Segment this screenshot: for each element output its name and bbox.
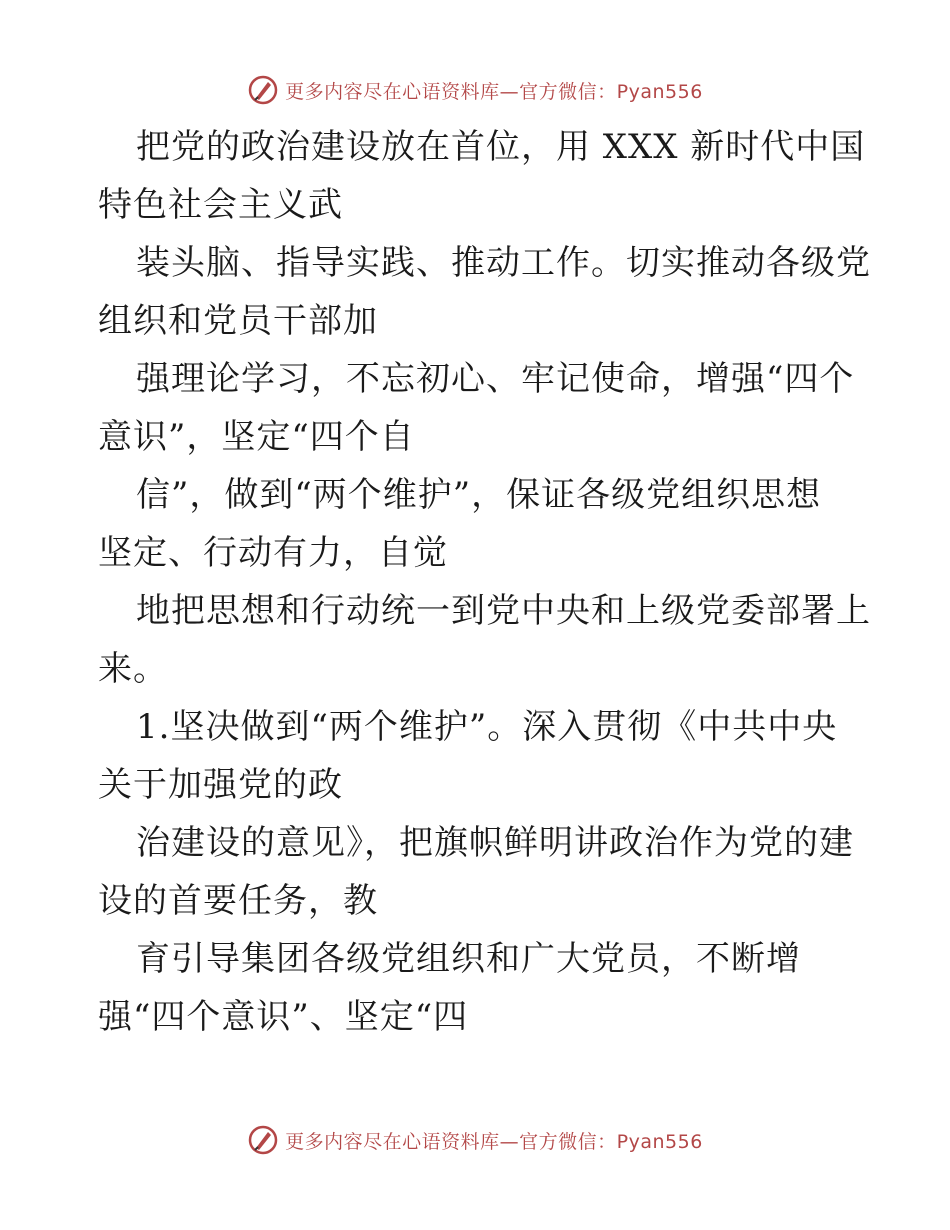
text-line: 1.坚决做到“两个维护”。深入贯彻《中共中央 <box>136 707 838 747</box>
text-line: 治建设的意见》，把旗帜鲜明讲政治作为党的建 <box>136 823 854 863</box>
text-line: 信”，做到“两个维护”，保证各级党组织思想 <box>136 475 822 515</box>
text-line: 意识”，坚定“四个自 <box>98 417 415 457</box>
text-line: 关于加强党的政 <box>98 765 343 805</box>
footer-watermark <box>0 1120 950 1160</box>
text-line: 强理论学习，不忘初心、牢记使命，增强“四个 <box>136 359 855 399</box>
text-line: 地把思想和行动统一到党中央和上级党委部署上 <box>136 591 871 631</box>
document-body <box>98 118 871 1046</box>
text-line: 来。 <box>98 649 168 689</box>
text-line: 育引导集团各级党组织和广大党员，不断增 <box>136 939 801 979</box>
text-line: 组织和党员干部加 <box>98 301 378 341</box>
watermark-text: 更多内容尽在心语资料库—官方微信：Pyan556 <box>285 1130 703 1153</box>
header-watermark <box>0 70 950 110</box>
text-line: 装头脑、指导实践、推动工作。切实推动各级党 <box>136 243 871 283</box>
text-line: 设的首要任务，教 <box>98 881 378 921</box>
text-line: 强“四个意识”、坚定“四 <box>98 997 469 1037</box>
text-line: 特色社会主义武 <box>98 185 343 225</box>
text-line: 把党的政治建设放在首位，用 XXX 新时代中国 <box>136 127 866 167</box>
text-line: 坚定、行动有力，自觉 <box>98 533 448 573</box>
watermark-text: 更多内容尽在心语资料库—官方微信：Pyan556 <box>285 80 703 103</box>
quill-logo-icon <box>247 74 279 106</box>
quill-logo-icon <box>247 1124 279 1156</box>
